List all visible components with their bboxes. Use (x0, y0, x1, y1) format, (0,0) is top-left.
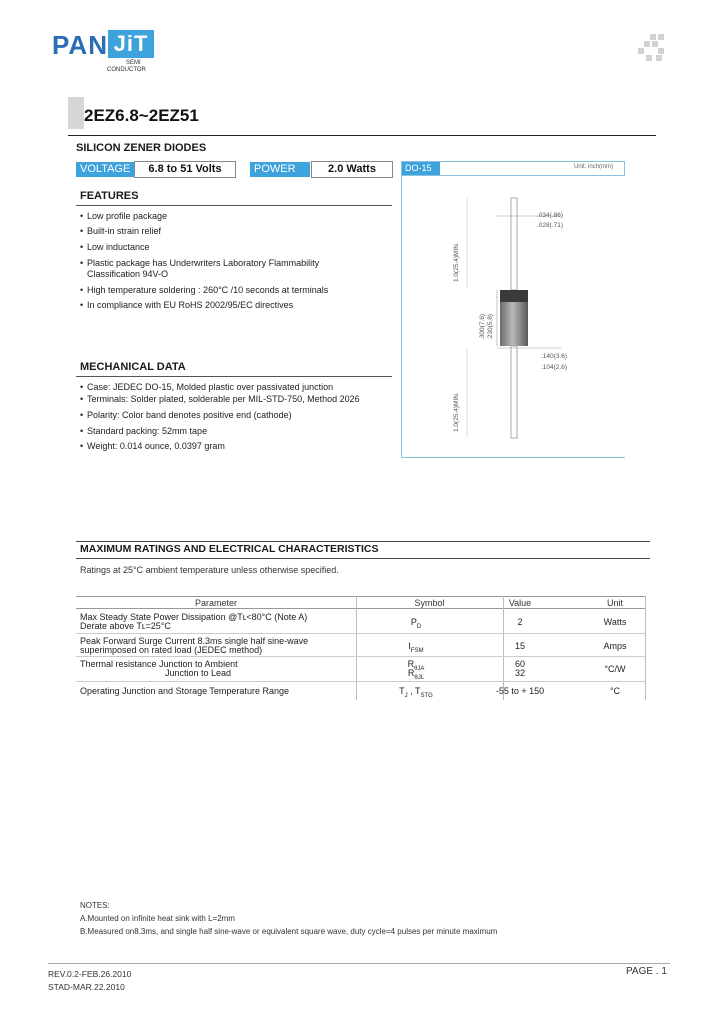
dim-body-dia-1: .140(3.6) (541, 353, 568, 360)
package-unit: Unit: inch(mm) (574, 164, 614, 170)
dim-lead-len-top: 1.0(25.4)MIN. (453, 242, 460, 282)
feature-item: • In compliance with EU RoHS 2002/95/EC directives (87, 300, 293, 311)
feature-item: • Plastic package has Underwriters Laboratory Flammability (87, 258, 319, 269)
mechanical-rule (76, 376, 392, 377)
ratings-note: Ratings at 25°C ambient temperature unless otherwise specified. (80, 565, 339, 575)
title-accent (68, 97, 84, 129)
feature-item: • Low profile package (87, 211, 167, 222)
footer-rule (48, 963, 670, 964)
features-heading: FEATURES (80, 190, 139, 202)
row3-symbol-1: $R_{\theta JA}$ (407, 659, 425, 672)
title-rule (68, 135, 656, 136)
power-label: POWER (250, 162, 310, 177)
row3-param-line1: Thermal resistance Junction to Ambient (80, 659, 238, 669)
row1-param-line2: Derate above Tʟ=25°C (80, 621, 171, 631)
row1-unit: Watts (603, 617, 627, 627)
logo-jit-text: JiT (108, 30, 154, 58)
row3-value-2: 32 (514, 668, 525, 678)
row3-param-line2: Junction to Lead (165, 668, 232, 678)
col-unit: Unit (606, 598, 623, 608)
row1-symbol: $P_D$ (410, 617, 422, 630)
ratings-bottom-rule (76, 558, 650, 559)
row2-value: 15 (514, 641, 525, 651)
col-parameter: Parameter (194, 598, 238, 608)
row3-value-1: 60 (514, 659, 525, 669)
page-number: PAGE . 1 (626, 966, 667, 977)
col-symbol: Symbol (414, 598, 445, 608)
row-separator (76, 681, 646, 682)
dim-lead-len-bottom: 1.0(25.4)MIN. (453, 392, 460, 432)
ratings-top-rule (76, 541, 650, 542)
dim-lead-2: .028(.71) (537, 222, 564, 229)
row-separator (76, 656, 646, 657)
row-separator (76, 633, 646, 634)
mechanical-item: • Polarity: Color band denotes positive end (cathode) (87, 410, 292, 421)
mechanical-heading: MECHANICAL DATA (80, 361, 186, 373)
logo-semi-text: SEMI (126, 60, 141, 66)
notes-heading: NOTES: (80, 901, 110, 910)
row2-symbol: $I_{FSM}$ (408, 641, 424, 654)
note-b: B.Measured on8.3ms, and single half sine-wave or equivalent square wave, duty cycle=4 pulses per minute maximum (80, 927, 498, 936)
row2-param-line1: Peak Forward Surge Current 8.3ms single half sine-wave (80, 636, 309, 646)
logo-pan-text: PAN (52, 30, 108, 60)
footer-rev: REV.0.2-FEB.26.2010 (48, 969, 132, 979)
row1-param-line1: Max Steady State Power Dissipation @Tʟ<80°C (Note A) (80, 612, 308, 622)
voltage-value: 6.8 to 51 Volts (134, 161, 236, 178)
subtitle: SILICON ZENER DIODES (76, 142, 207, 154)
table-divider (645, 596, 646, 700)
feature-item: • Built-in strain relief (87, 226, 161, 237)
row4-value: -55 to + 150 (495, 686, 545, 696)
package-drawing (401, 176, 625, 458)
row2-unit: Amps (603, 641, 627, 651)
logo-conductor-text: CONDUCTOR (107, 67, 146, 73)
mechanical-item: • Case: JEDEC DO-15, Molded plastic over passivated junction (87, 382, 333, 393)
col-value: Value (508, 598, 532, 608)
footer-stad: STAD-MAR.22.2010 (48, 982, 125, 992)
package-name: DO-15 (402, 162, 440, 175)
power-value: 2.0 Watts (311, 161, 393, 178)
dim-body-len-2: .230(5.8) (487, 313, 494, 340)
row1-value: 2 (517, 617, 523, 627)
feature-item-continued: Classification 94V-O (87, 269, 169, 279)
mechanical-item: • Standard packing: 52mm tape (87, 426, 207, 437)
feature-item: • Low inductance (87, 242, 150, 253)
note-a: A.Mounted on infinite heat sink with L=2mm (80, 914, 235, 923)
feature-item: • High temperature soldering : 260°C /10 seconds at terminals (87, 285, 328, 296)
table-header-line (76, 608, 646, 609)
row4-unit: °C (609, 686, 621, 696)
row4-param: Operating Junction and Storage Temperature Range (80, 686, 289, 696)
ratings-heading: MAXIMUM RATINGS AND ELECTRICAL CHARACTERISTICS (80, 543, 379, 555)
page-title: 2EZ6.8~2EZ51 (84, 106, 199, 125)
row4-symbol: $T_J$ , $T_{STG}$ (399, 686, 433, 699)
dim-body-len-1: .300(7.6) (479, 313, 486, 340)
features-rule (76, 205, 392, 206)
row2-param-line2: superimposed on rated load (JEDEC method) (80, 645, 263, 655)
row3-symbol-2: $R_{\theta JL}$ (407, 668, 425, 681)
mechanical-item: • Terminals: Solder plated, solderable per MIL-STD-750, Method 2026 (87, 394, 360, 405)
dim-lead-1: .034(.86) (537, 212, 564, 219)
table-top-line (76, 596, 646, 597)
decorative-pixels-icon (638, 34, 664, 62)
dim-body-dia-2: .104(2.6) (541, 364, 568, 371)
row3-unit: °C/W (604, 664, 626, 674)
mechanical-item: • Weight: 0.014 ounce, 0.0397 gram (87, 441, 225, 452)
voltage-label: VOLTAGE (76, 162, 134, 177)
